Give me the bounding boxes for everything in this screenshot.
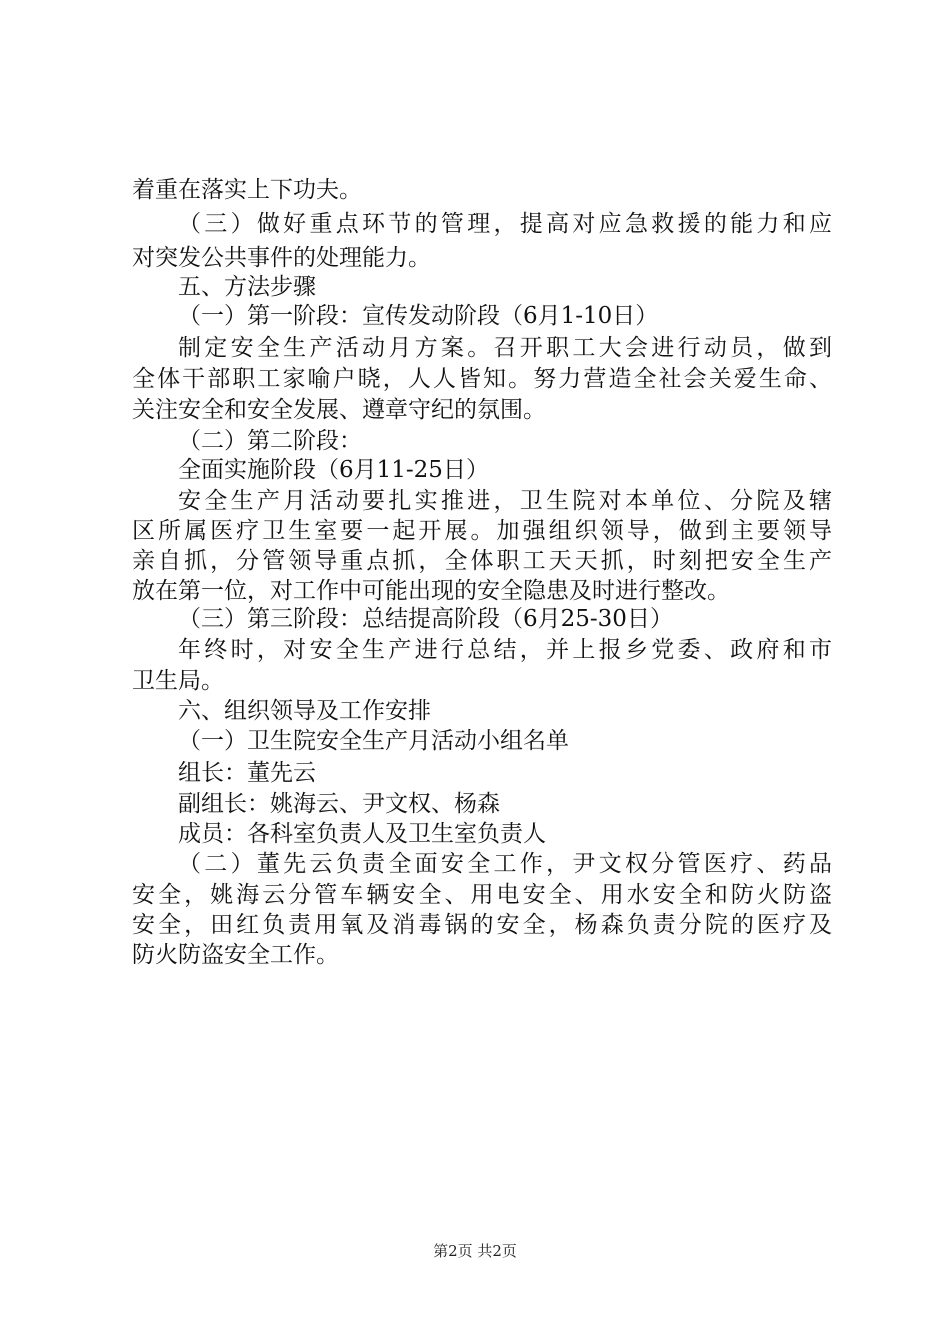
text-line: 成员：各科室负责人及卫生室负责人 [178,821,546,847]
text-line: 年终时，对安全生产进行总结，并上报乡党委、政府和市 [178,637,832,663]
subsection-heading: （一）第一阶段：宣传发动阶段（6月1-10日） [178,303,659,329]
subsection-heading: （三）第三阶段：总结提高阶段（6月25-30日） [178,606,673,632]
text-line: （三）做好重点环节的管理，提高对应急救援的能力和应 [178,211,832,237]
text-line: 全面实施阶段（6月11-25日） [178,457,489,483]
text-line: 着重在落实上下功夫。 [132,177,362,203]
text-line: 安全生产月活动要扎实推进，卫生院对本单位、分院及辖 [178,488,832,514]
text-line: 关注安全和安全发展、遵章守纪的氛围。 [132,397,546,423]
text-line: 对突发公共事件的处理能力。 [132,245,431,271]
text-line: 组长：董先云 [178,760,316,786]
text-line: 卫生局。 [132,668,224,694]
subsection-heading: （一）卫生院安全生产月活动小组名单 [178,728,569,754]
page-footer: 第2页 共2页 [433,1242,517,1260]
text-line: 放在第一位，对工作中可能出现的安全隐患及时进行整改。 [132,578,730,604]
text-line: 安全，田红负责用氧及消毒锅的安全，杨森负责分院的医疗及 [132,912,832,938]
text-line: 全体干部职工家喻户晓，人人皆知。努力营造全社会关爱生命、 [132,366,832,392]
text-line: 副组长：姚海云、尹文权、杨森 [178,791,500,817]
text-line: 安全，姚海云分管车辆安全、用电安全、用水安全和防火防盗 [132,882,832,908]
text-line: 亲自抓，分管领导重点抓，全体职工天天抓，时刻把安全生产 [132,548,832,574]
text-line: 防火防盗安全工作。 [132,942,339,968]
text-line: （二）董先云负责全面安全工作，尹文权分管医疗、药品 [178,851,832,877]
text-line: 制定安全生产活动月方案。召开职工大会进行动员，做到 [178,335,832,361]
section-heading: 六、组织领导及工作安排 [178,698,431,724]
text-line: 区所属医疗卫生室要一起开展。加强组织领导，做到主要领导 [132,518,832,544]
subsection-heading: （二）第二阶段： [178,428,362,454]
section-heading: 五、方法步骤 [178,274,316,300]
